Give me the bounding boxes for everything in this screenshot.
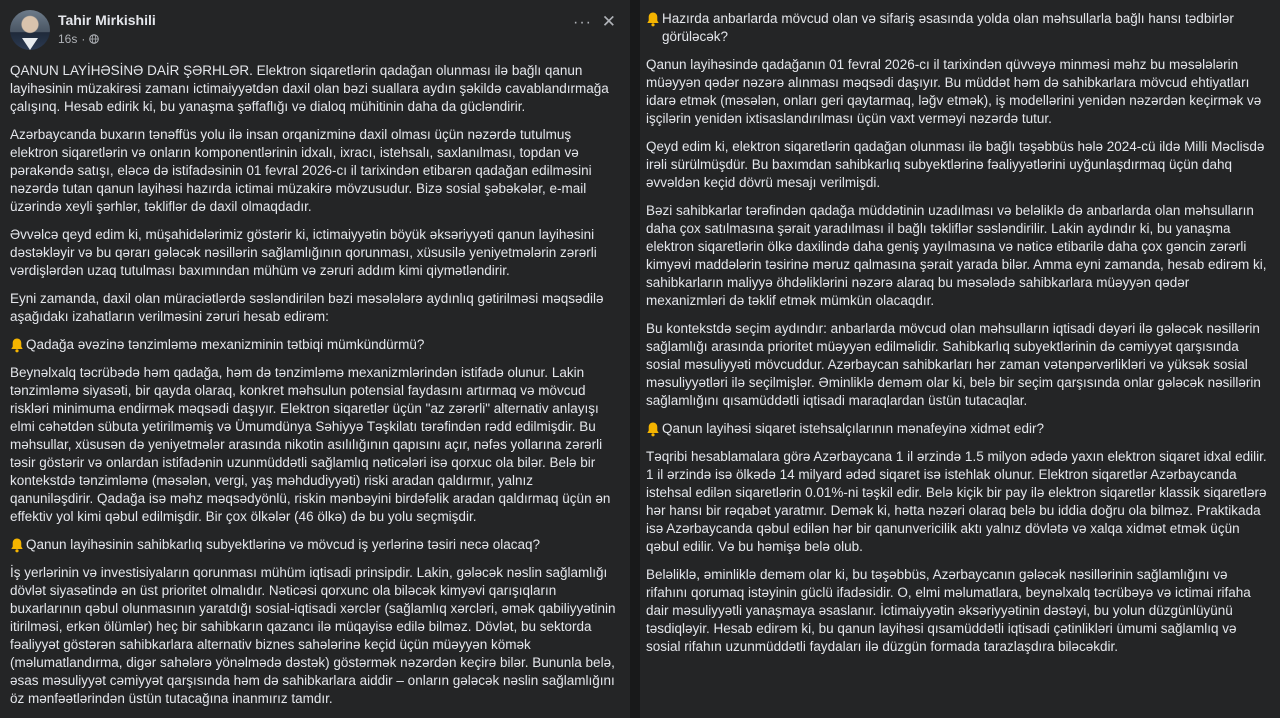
globe-icon <box>89 34 99 44</box>
bell-icon <box>10 337 24 353</box>
question-3-text: Hazırda anbarlarda mövcud olan və sifariş əsasında yolda olan məhsullarla bağlı hansı tədbirlər görüləcək? <box>662 11 1234 44</box>
question-2 <box>10 536 620 554</box>
panel-divider <box>630 0 640 718</box>
author-avatar[interactable] <box>10 10 50 50</box>
post-body-right <box>646 10 1270 656</box>
clarification-paragraph: Eyni zamanda, daxil olan müraciətlərdə səsləndirilən bəzi məsələlərə aydınlıq gətirilməsi məqsədilə aşağıdakı izahatların verilməsini zəruri hesab edirəm: <box>10 291 604 324</box>
intro-paragraph: QANUN LAYİHƏSİNƏ DAİR ŞƏRHLƏR. Elektron siqaretlərin qadağan olunması ilə bağlı qanun layihəsinin müzakirəsi zamanı ictimaiyyətdən daxil olan bəzi suallara aydın şəkildə cavablandırmağa çalışınq. Hesab edirik ki, bu yanaşma şəffaflığı və dialoq mühitinin daha da gücləndirir. <box>10 63 609 114</box>
answer-3c: Bəzi sahibkarlar tərəfindən qadağa müddətinin uzadılması və beləliklə də anbarlarda olan məhsulların daha çox satılmasına şərait yaradılması il bağlı təkliflər səsləndirilir. Lakin aydındır ki, bu yanaşma elektron siqaretlərin ölkə daxilində daha geniş yayılmasına və nəticə etibarilə daha çox gəncin zərərli kimyəvi maddələrin təsirinə məruz qalmasına şərait yarada bilər. Amma eyni zamanda, hesab edirəm ki, sahibkarların maliyyə öhdəliklərini nəzərə alaraq bu məsələdə sahibkarlara müəyyən qədər mexanizmləri də təklif etmək mümkün olacaqdır. <box>646 203 1267 308</box>
post-panel-right <box>640 0 1280 718</box>
context-paragraph: Azərbaycanda buxarın tənəffüs yolu ilə insan orqanizminə daxil olması üçün nəzərdə tutulmuş elektron siqaretlərin və onların komponentlərinin idxalı, ixracı, istehsalı, saxlanılması, topdan və pərakəndə satışı, eləcə də istifadəsinin 01 fevral 2026-cı il tarixindən etibarən qadağan edilməsini nəzərdə tutan qanun layihəsi hazırda ictimai müzakirə mövzusudur. Bizə sosial şəbəkələr, e-mail üzərində xeyli şərhlər, təkliflər də daxil olmaqdadır. <box>10 127 592 214</box>
answer-3d: Bu kontekstdə seçim aydındır: anbarlarda mövcud olan məhsulların iqtisadi dəyəri ilə gələcək nəsillərin sağlamlığı arasında prioritet müəyyən edilməlidir. Sahibkarlıq subyektlərinin də cəmiyyət qarşısında sosial məsuliyyəti mövcuddur. Azərbaycan sahibkarları hər zaman vətənpərvərlikləri və yüksək sosial məsuliyyətləri ilə seçilmişlər. Əminliklə deməm olar ki, belə bir seçim qarşısında onlar gələcək nəsillərin sağlamlığını qısamüddətli iqtisadi maraqlardan üstün tutacaqlar. <box>646 321 1261 408</box>
close-icon[interactable]: ✕ <box>601 12 616 31</box>
author-name[interactable]: Tahir Mirkishili <box>58 12 156 28</box>
conclusion-paragraph: Beləliklə, əminliklə deməm olar ki, bu təşəbbüs, Azərbaycanın gələcək nəsillərinin sağlamlığını və rifahını qorumaq istəyinin güclü ifadəsidir. O, elmi məlumatlara, beynəlxalq təcrübəyə və ictimai rifaha dair məsuliyyətli yanaşmaya əsaslanır. İctimaiyyətin əksəriyyətinin dəstəyi, bu yolun düzgünlüyünü təsdiqləyir. Hesab edirəm ki, bu qanun layihəsi qısamüddətli iqtisadi çətinlikləri ümumi sağlamlıq və sosial rifahın uzunmüddətli faydaları ilə düzgün formada tarazlaşdıra biləcəkdir. <box>646 567 1251 654</box>
question-4 <box>646 420 1270 438</box>
bell-icon <box>646 421 660 437</box>
question-3 <box>646 10 1270 46</box>
post-header <box>10 10 620 52</box>
bell-icon <box>10 537 24 553</box>
question-4-text: Qanun layihəsi siqaret istehsalçılarının mənafeyinə xidmət edir? <box>662 421 1044 436</box>
post-panel-left <box>0 0 630 718</box>
answer-3b: Qeyd edim ki, elektron siqaretlərin qadağan olunması ilə bağlı təşəbbüs hələ 2024-cü ildə Milli Məclisdə irəli sürülmüşdür. Bu baxımdan sahibkarlıq subyektlərinə fəaliyyətlərini uyğunlaşdırmaq üçün dahq əvvəldən keçid dövrü mesajı verilmişdi. <box>646 139 1265 190</box>
post-timestamp[interactable]: 16s <box>58 32 78 46</box>
question-2-text: Qanun layihəsinin sahibkarlıq subyektlərinə və mövcud iş yerlərinə təsiri necə olacaq? <box>26 537 541 552</box>
answer-4: Təqribi hesablamalara görə Azərbaycana 1 il ərzində 1.5 milyon ədədə yaxın elektron siqaret idxal edilir. 1 il ərzində isə ölkədə 14 milyard ədəd siqaret isə istehlak olunur. Elektron siqaretlər Azərbaycanda istehsal edilən siqaretlərin 0.01%-ni təşkil edir. Belə kiçik bir pay ilə elektron siqaretlər klassik siqaretlərə hər hansı bir rəqabət yaratmır. Demək ki, hətta nəzəri olaraq belə bu iddia doğru ola bilməz. Praktikada isə Azərbaycanda qəbul edilən hər bir qanunvericilik aktı yalnız dövlətə və xalqa xidmət etmək üçün qəbul edilir. Və bu həmişə belə olub. <box>646 449 1267 554</box>
question-1 <box>10 336 620 354</box>
post-meta: 16s · <box>58 32 99 46</box>
answer-3a: Qanun layihəsində qadağanın 01 fevral 2026-cı il tarixindən qüvvəyə minməsi məhz bu məsələlərin müəyyən qədər nəzərə alınması məqsədi daşıyır. Bu müddət həm də sahibkarlara mövcud ehtiyatları idarə etmək (məsələn, onları geri qaytarmaq, ləğv etmək), iş modellərini yenidən nəzərdən keçirmək və işçilərin yenidən ixtisaslandırılması üçün vaxt verməyi nəzərdə tutur. <box>646 57 1262 126</box>
question-1-text: Qadağa əvəzinə tənzimləmə mexanizminin tətbiqi mümkündürmü? <box>26 337 425 352</box>
answer-2: İş yerlərinin və investisiyaların qorunması mühüm iqtisadi prinsipdir. Lakin, gələcək nəslin sağlamlığı dövlət siyasətində ən üst prioritet olmalıdır. Nəticəsi qorxunc ola biləcək kimyəvi qarışıqların buxarlarının qəbul olunmasının yaratdığı sosial-iqtisadi xərclər (sağlamlıq xərcləri, əmək qabiliyyətinin itirilməsi, erkən ölümlər) heç bir sahibkarın qazancı ilə müqayisə edilə bilməz. Dövlət, bu sektorda fəaliyyət göstərən sahibkarlara alternativ biznes sahələrinə keçid üçün müəyyən kömək (məlumatlandırma, digər sahələrə yönəlmədə dəstək) göstərmək nəzərdən keçirə bilər. Bununla belə, əsas məsuliyyət cəmiyyət qarşısında həm də sahibkarlara aiddir – onların gələcək nəslin sağlamlığını öz mənfəətlərindən üstün tutacağına inanmırız tamdır. <box>10 565 616 706</box>
support-paragraph: Əvvəlcə qeyd edim ki, müşahidələrimiz göstərir ki, ictimaiyyətin böyük əksəriyyəti qanun layihəsini dəstəkləyir və bu qərarı gələcək nəsillərin sağlamlığının qorunması, xüsusilə yeniyetmələrin zərərli vərdişlərdən uzaq tutulması baxımından mühüm və zəruri addım kimi qiymətləndirir. <box>10 227 597 278</box>
more-dots-icon[interactable]: ··· <box>573 14 592 31</box>
bell-icon <box>646 11 660 27</box>
answer-1: Beynəlxalq təcrübədə həm qadağa, həm də tənzimləmə mexanizmlərindən istifadə olunur. Lakin tənzimləmə siyasəti, bir qayda olaraq, konkret məhsulun potensial faydasını artırmaq və mövcud riskləri minimuma endirmək məqsədi daşıyır. Elektron siqaretlər üçün "az zərərli" alternativ anlayışı elmi cəhətdən sübuta yetirilməmiş və Ümumdünya Səhiyyə Təşkilatı tərəfindən rədd edilmişdir. Bu məhsullar, xüsusən də yeniyetmələr arasında nikotin asılılığının qapısını açır, nəfəs yollarına zərərli təsir göstərir və onlardan istifadənin uzunmüddətli sağlamlıq nəticələri isə qorxuc ola bilər. Belə bir kontekstdə tənzimləmə (məsələn, vergi, yaş məhdudiyyəti) riski aradan qaldırmır, yalnız qanuniləşdirir. Qadağa isə məhz məqsədyönlü, riskin mənbəyini birdəfəlik aradan qaldırmaq üçün ən effektiv yol kimi qəbul edilmişdir. Bir çox ölkələr (46 ölkə) də bu yolu seçmişdir. <box>10 365 611 524</box>
post-body-left <box>10 62 620 708</box>
